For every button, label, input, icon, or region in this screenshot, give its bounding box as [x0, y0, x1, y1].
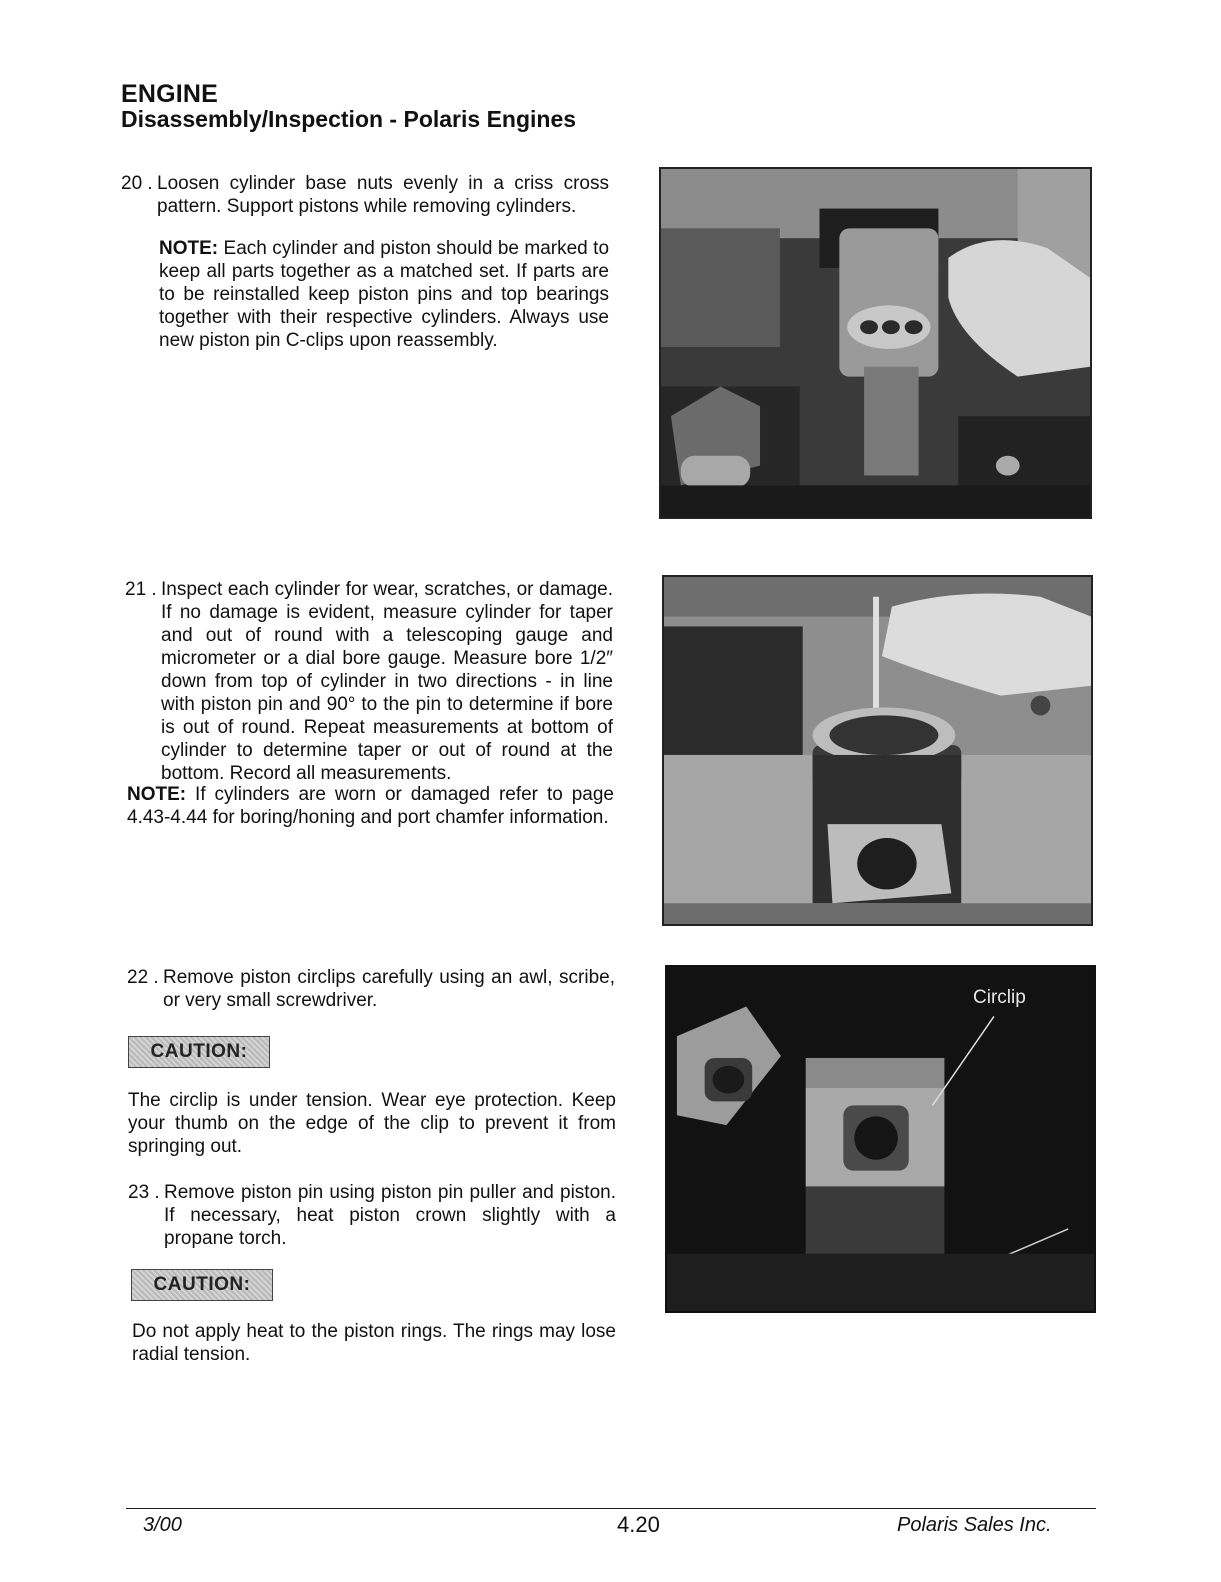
- circlip-callout-label: Circlip: [973, 987, 1026, 1008]
- note-label: NOTE:: [159, 238, 219, 259]
- photo-piston-circlip: [665, 965, 1096, 1313]
- step-text: Remove piston circlips carefully using an awl, scribe, or very small screwdriver.: [163, 967, 615, 1011]
- step-23: [128, 1181, 616, 1250]
- step-number: 23 .: [128, 1182, 160, 1203]
- photo-cylinder-measurement: [662, 575, 1093, 926]
- footer-rule: [126, 1508, 1096, 1509]
- note-text: Each cylinder and piston should be marked to keep all parts together as a matched set. If parts are to be reinstalled keep piston pins and top bearings together with their respective cylinders. Always use new piston pin C-clips upon reassembly.: [159, 238, 610, 351]
- caution-badge: CAUTION:: [128, 1036, 270, 1068]
- caution-text: Do not apply heat to the piston rings. The rings may lose radial tension.: [132, 1321, 616, 1365]
- step-text: Loosen cylinder base nuts evenly in a criss cross pattern. Support pistons while removing cylinders.: [157, 173, 609, 217]
- step-20-note: [159, 237, 609, 352]
- page-subtitle: Disassembly/Inspection - Polaris Engines: [121, 106, 577, 132]
- step-21: [125, 578, 613, 785]
- step-text: Inspect each cylinder for wear, scratches, or damage. If no damage is evident, measure cylinder for taper and out of round with a telescoping gauge and micrometer or a dial bore gauge. Measure bore 1/2″ down from top of cylinder in two directions - in line with piston pin and 90° to the pin to determine if bore is out of round. Repeat measurements at bottom of cylinder to determine taper or out of round at the bottom. Record all measurements.: [161, 579, 613, 784]
- step-22: [127, 966, 615, 1012]
- note-label: NOTE:: [127, 784, 187, 805]
- note-text: If cylinders are worn or damaged refer to page 4.43-4.44 for boring/honing and port chamfer information.: [127, 784, 614, 828]
- step-number: 22 .: [127, 967, 159, 988]
- step-21-note: [127, 783, 614, 829]
- footer-company: Polaris Sales Inc.: [897, 1514, 1052, 1536]
- step-number: 21 .: [125, 579, 157, 600]
- page-number: 4.20: [617, 1512, 660, 1537]
- step-text: Remove piston pin using piston pin puller and piston. If necessary, heat piston crown slightly with a propane torch.: [164, 1182, 616, 1249]
- step-number: 20 .: [121, 173, 153, 194]
- caution-text: The circlip is under tension. Wear eye protection. Keep your thumb on the edge of the clip to prevent it from springing out.: [128, 1090, 616, 1157]
- photo-cylinder-removal: [659, 167, 1092, 519]
- footer-date: 3/00: [143, 1514, 182, 1536]
- caution-badge: CAUTION:: [131, 1269, 273, 1301]
- section-title: ENGINE: [121, 80, 219, 108]
- step-20: [121, 172, 609, 218]
